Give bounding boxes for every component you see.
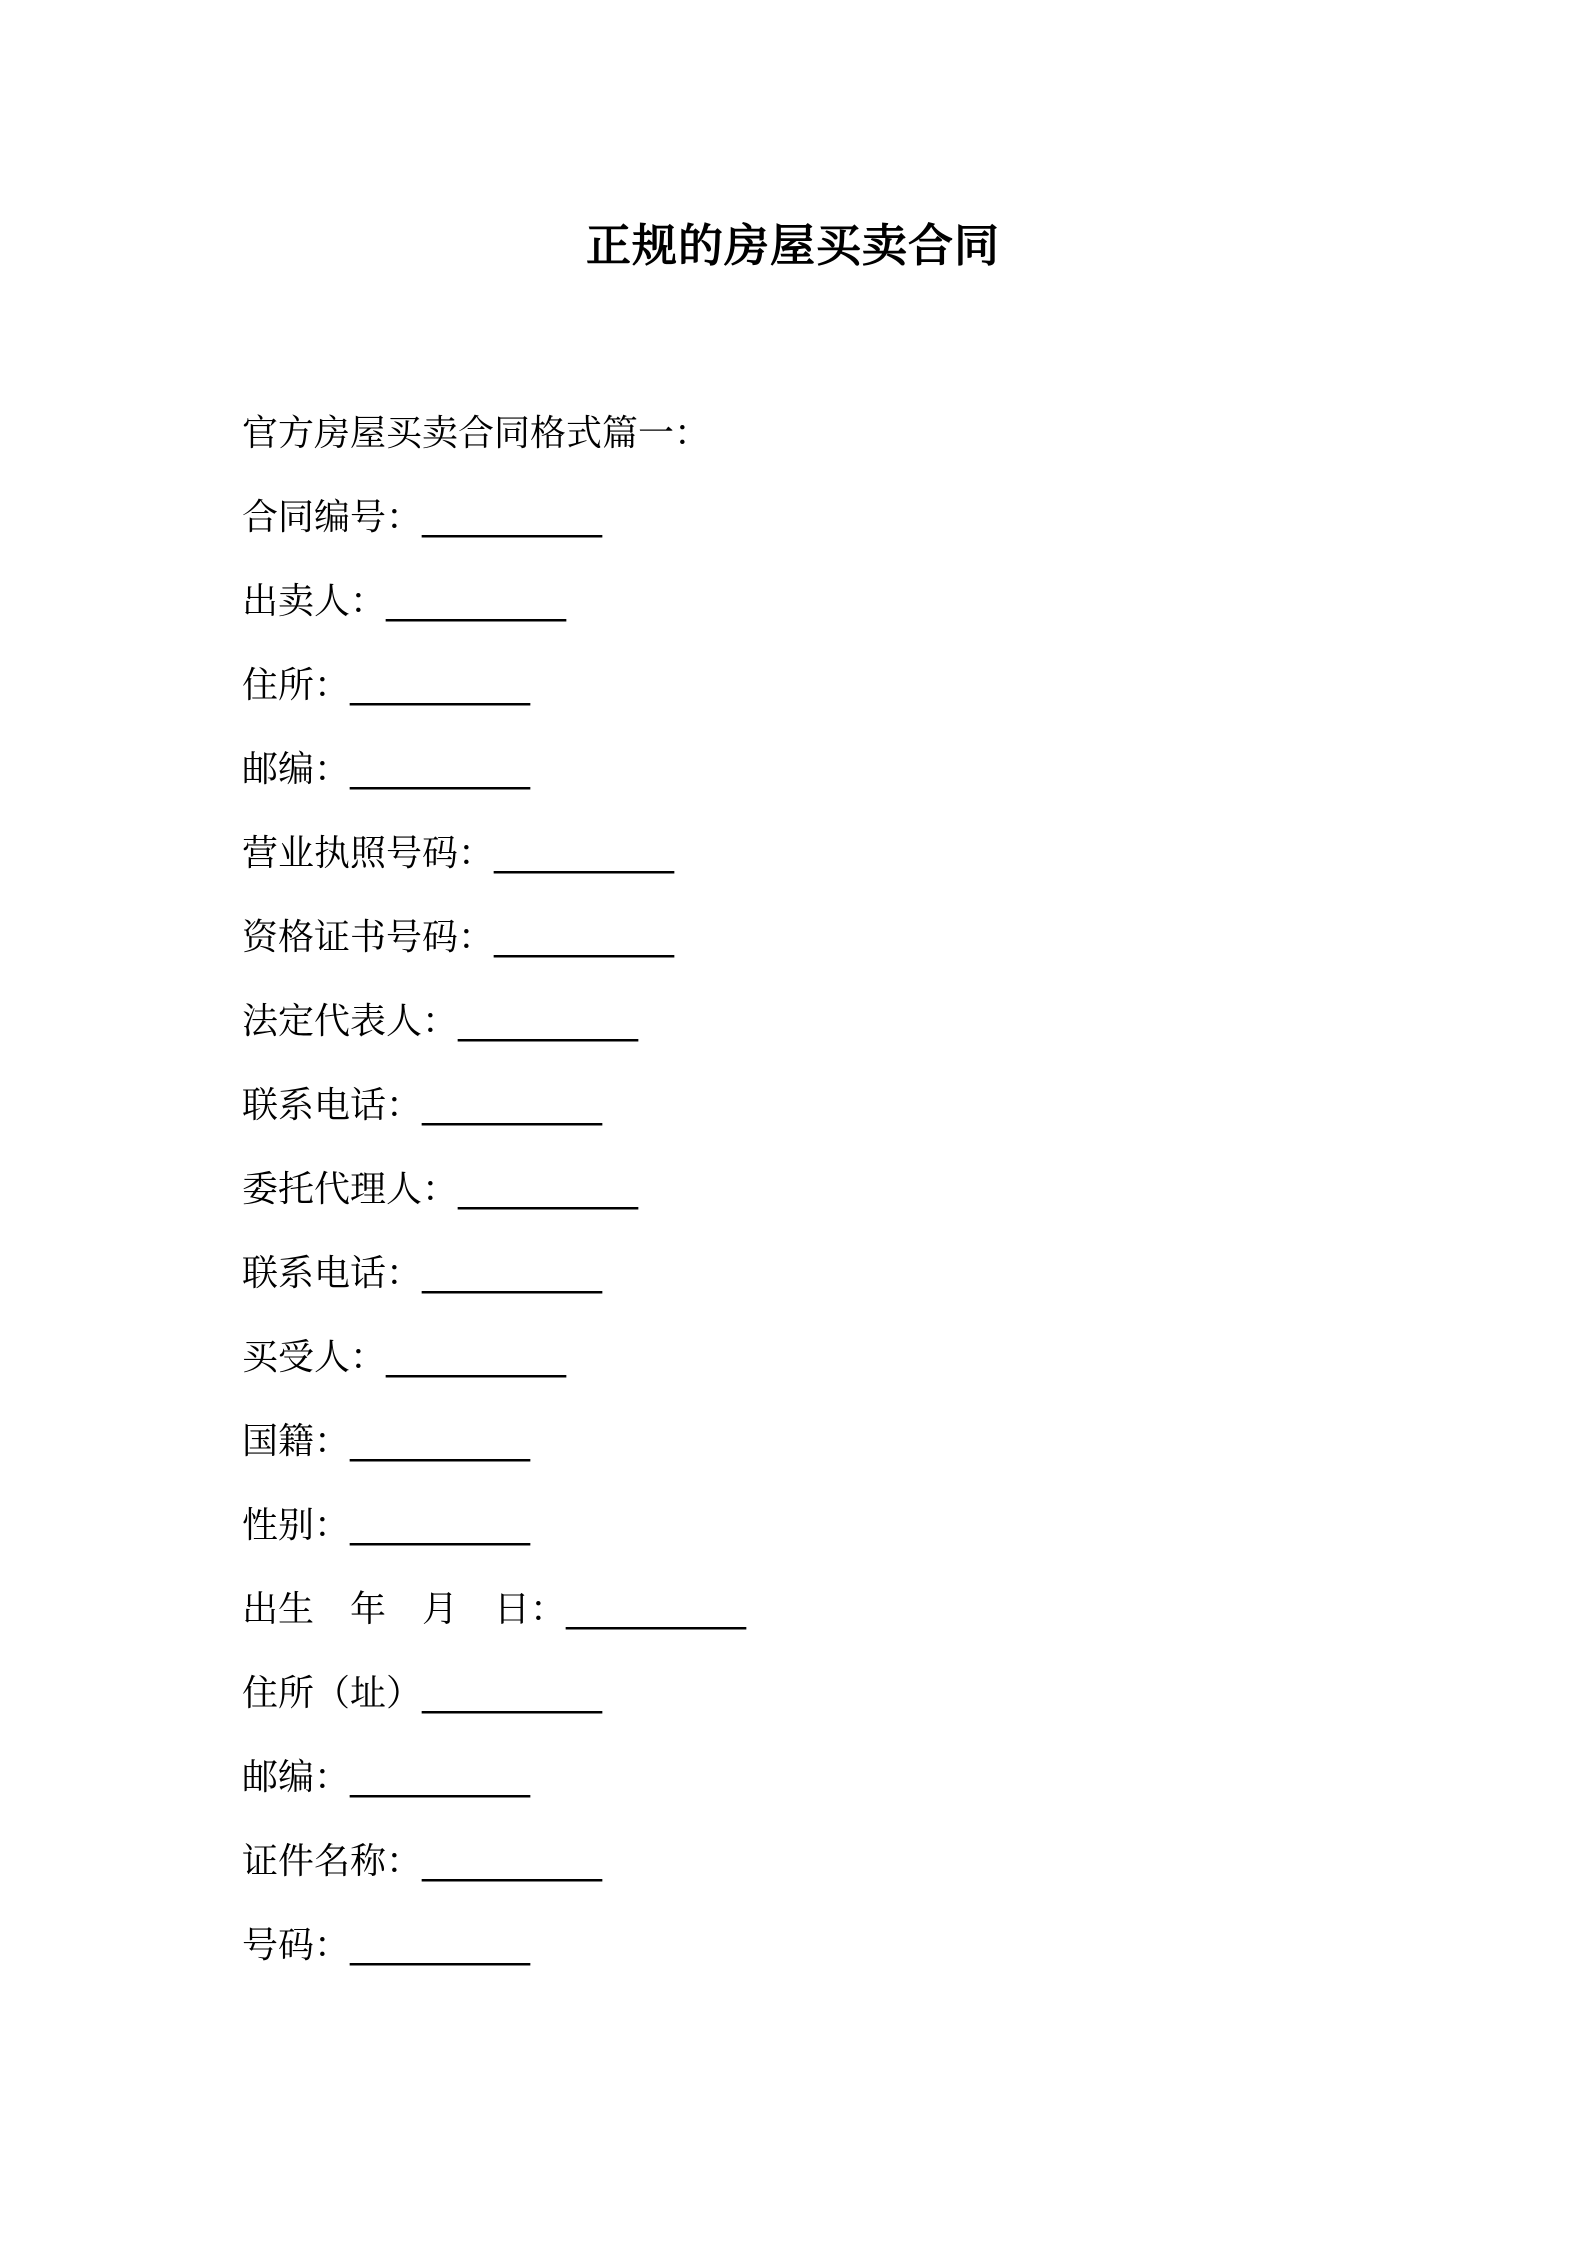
field-blank: __________ bbox=[458, 1001, 639, 1042]
field-label: 联系电话： bbox=[242, 1253, 423, 1294]
field-label: 出生 年 月 日： bbox=[242, 1589, 567, 1630]
document-body bbox=[242, 408, 1392, 2004]
field-blank: __________ bbox=[494, 833, 675, 874]
field-blank: __________ bbox=[386, 1337, 567, 1378]
field-blank: __________ bbox=[566, 1589, 747, 1630]
field-nationality bbox=[242, 1416, 1392, 1500]
field-label: 号码： bbox=[242, 1925, 351, 1966]
field-label: 出卖人： bbox=[242, 581, 387, 622]
field-blank: __________ bbox=[350, 749, 531, 790]
field-seller-address bbox=[242, 660, 1392, 744]
field-gender bbox=[242, 1500, 1392, 1584]
field-blank: __________ bbox=[386, 581, 567, 622]
field-blank: __________ bbox=[494, 917, 675, 958]
field-seller bbox=[242, 576, 1392, 660]
field-buyer-address bbox=[242, 1668, 1392, 1752]
field-label: 营业执照号码： bbox=[242, 833, 495, 874]
field-blank: __________ bbox=[350, 1757, 531, 1798]
field-blank: __________ bbox=[350, 665, 531, 706]
field-seller-postcode bbox=[242, 744, 1392, 828]
field-blank: __________ bbox=[458, 1169, 639, 1210]
field-label: 资格证书号码： bbox=[242, 917, 495, 958]
document-title: 正规的房屋买卖合同 bbox=[585, 219, 1000, 272]
field-label: 证件名称： bbox=[242, 1841, 423, 1882]
field-business-license bbox=[242, 828, 1392, 912]
field-buyer-postcode bbox=[242, 1752, 1392, 1836]
field-blank: __________ bbox=[350, 1421, 531, 1462]
field-label: 合同编号： bbox=[242, 497, 423, 538]
field-blank: __________ bbox=[422, 1253, 603, 1294]
field-blank: __________ bbox=[350, 1925, 531, 1966]
field-id-number bbox=[242, 1920, 1392, 2004]
field-contract-number bbox=[242, 492, 1392, 576]
field-label: 买受人： bbox=[242, 1337, 387, 1378]
field-blank: __________ bbox=[422, 1673, 603, 1714]
field-blank: __________ bbox=[422, 1085, 603, 1126]
field-label: 委托代理人： bbox=[242, 1169, 459, 1210]
field-label: 联系电话： bbox=[242, 1085, 423, 1126]
field-buyer bbox=[242, 1332, 1392, 1416]
field-label: 邮编： bbox=[242, 1757, 351, 1798]
field-label: 住所（址） bbox=[242, 1673, 423, 1714]
field-legal-representative bbox=[242, 996, 1392, 1080]
field-label: 法定代表人： bbox=[242, 1001, 459, 1042]
field-label: 性别： bbox=[242, 1505, 351, 1546]
field-blank: __________ bbox=[422, 497, 603, 538]
section-heading: 官方房屋买卖合同格式篇一： bbox=[242, 413, 711, 454]
field-qualification-cert bbox=[242, 912, 1392, 996]
field-label: 邮编： bbox=[242, 749, 351, 790]
field-seller-phone bbox=[242, 1080, 1392, 1164]
field-label: 住所： bbox=[242, 665, 351, 706]
field-authorized-agent bbox=[242, 1164, 1392, 1248]
field-blank: __________ bbox=[350, 1505, 531, 1546]
field-id-document-name bbox=[242, 1836, 1392, 1920]
field-agent-phone bbox=[242, 1248, 1392, 1332]
field-birth-date bbox=[242, 1584, 1392, 1668]
field-label: 国籍： bbox=[242, 1421, 351, 1462]
field-blank: __________ bbox=[422, 1841, 603, 1882]
